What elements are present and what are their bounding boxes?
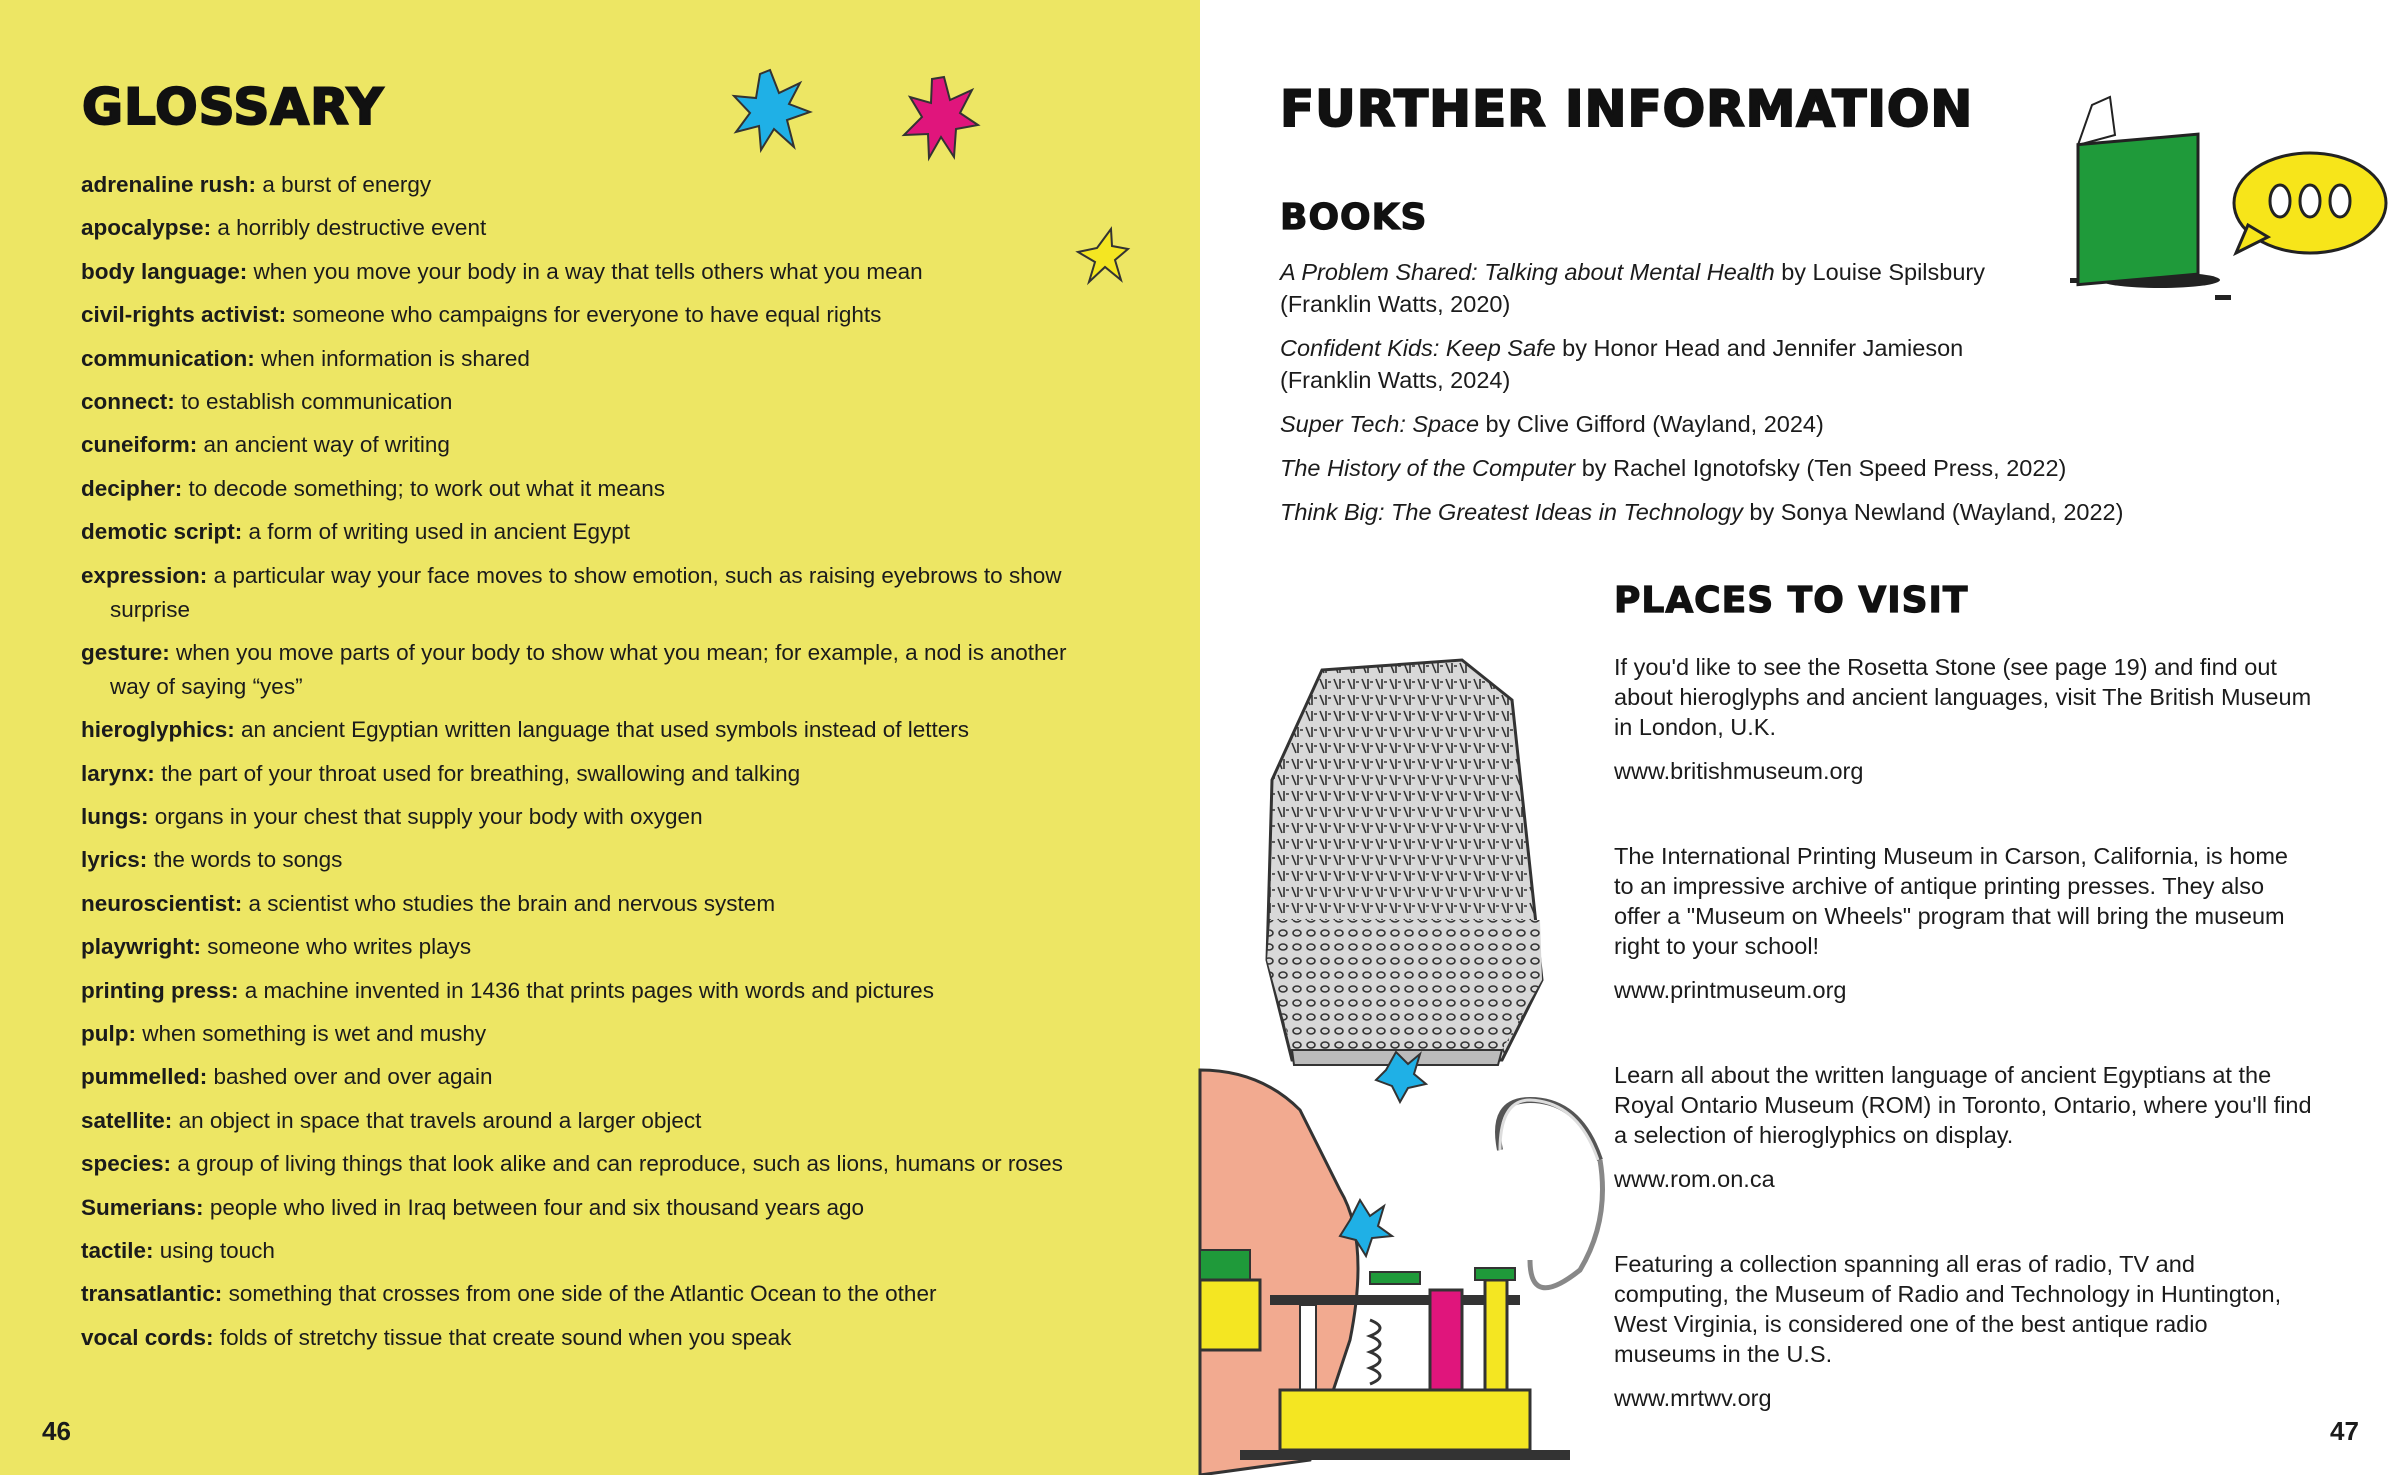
blue-star-icon	[728, 68, 812, 152]
place-url[interactable]: www.britishmuseum.org	[1614, 758, 1864, 784]
glossary-definition: when information is shared	[261, 345, 530, 371]
glossary-definition: folds of stretchy tissue that create sound when you speak	[219, 1324, 792, 1350]
book-entry	[1280, 408, 2180, 440]
glossary-entry	[81, 800, 1081, 834]
glossary-term: tactile:	[81, 1237, 154, 1263]
places-heading: PLACES TO VISIT	[1614, 580, 1969, 621]
book-title: The History of the Computer	[1280, 455, 1576, 481]
glossary-definition: a horribly destructive event	[217, 215, 487, 241]
book-title: Think Big: The Greatest Ideas in Technology	[1280, 499, 1743, 525]
glossary-term: neuroscientist:	[81, 890, 243, 916]
glossary-term: body language:	[81, 258, 248, 284]
place-description: If you'd like to see the Rosetta Stone (see page 19) and find out about hieroglyphs and ancient languages, visit The British Museum in London, U.K.	[1614, 654, 2312, 740]
glossary-term: gesture:	[81, 639, 170, 665]
glossary-term: playwright:	[81, 934, 202, 960]
page-number-left: 46	[42, 1416, 71, 1446]
glossary-entry	[81, 1191, 1081, 1225]
place-entry	[1614, 841, 2314, 1005]
glossary-definition: a particular way your face moves to show emotion, such as raising eyebrows to show surprise	[110, 562, 1062, 622]
glossary-entry	[81, 843, 1081, 877]
glossary-entry	[81, 974, 1081, 1008]
glossary-definition: the words to songs	[153, 847, 343, 873]
glossary-definition: a machine invented in 1436 that prints pages with words and pictures	[244, 977, 934, 1003]
glossary-entry	[81, 1017, 1081, 1051]
glossary-term: lyrics:	[81, 847, 148, 873]
glossary-entry	[81, 515, 1081, 549]
glossary-entry	[81, 428, 1081, 462]
place-url[interactable]: www.mrtwv.org	[1614, 1385, 1772, 1411]
glossary-definition: when you move your body in a way that tells others what you mean	[253, 258, 923, 284]
books-heading: BOOKS	[1280, 197, 1428, 238]
glossary-definition: to establish communication	[181, 388, 453, 414]
glossary-term: adrenaline rush:	[81, 172, 257, 197]
glossary-definition: someone who writes plays	[207, 934, 472, 960]
glossary-definition: to decode something; to work out what it means	[188, 475, 666, 501]
glossary-entry	[81, 636, 1081, 704]
glossary-term: Sumerians:	[81, 1194, 204, 1220]
glossary-term: species:	[81, 1151, 172, 1177]
glossary-entry	[81, 1060, 1081, 1094]
glossary-entry	[81, 1321, 1081, 1355]
place-entry	[1614, 1060, 2314, 1194]
place-url[interactable]: www.printmuseum.org	[1614, 977, 1847, 1003]
glossary-term: transatlantic:	[81, 1281, 223, 1307]
glossary-definition: people who lived in Iraq between four and six thousand years ago	[209, 1194, 864, 1220]
glossary-entry	[81, 1234, 1081, 1268]
glossary-entry	[81, 887, 1081, 921]
place-url[interactable]: www.rom.on.ca	[1614, 1166, 1775, 1192]
place-entry	[1614, 1249, 2314, 1413]
glossary-term: communication:	[81, 345, 255, 371]
book-speech-bubble-illustration	[2040, 95, 2380, 315]
book-title: A Problem Shared: Talking about Mental Health	[1280, 259, 1775, 285]
places-list	[1614, 652, 2314, 1468]
pink-star-icon	[898, 74, 982, 160]
glossary-definition: the part of your throat used for breathing, swallowing and talking	[161, 760, 801, 786]
glossary-term: expression:	[81, 562, 208, 588]
place-entry	[1614, 652, 2314, 786]
glossary-term: apocalypse:	[81, 215, 212, 241]
glossary-definition: a group of living things that look alike and can reproduce, such as lions, humans or roses	[177, 1151, 1063, 1177]
glossary-term: demotic script:	[81, 519, 243, 545]
glossary-entry	[81, 1147, 1081, 1181]
glossary-entry	[81, 255, 1081, 289]
glossary-entry	[81, 342, 1081, 376]
glossary-definition: when something is wet and mushy	[142, 1021, 487, 1047]
book-author-publisher: by Honor Head and Jennifer Jamieson	[1555, 335, 1964, 361]
glossary-entry	[81, 385, 1081, 419]
glossary-definition: an ancient Egyptian written language that used symbols instead of letters	[241, 717, 969, 743]
book-entry	[1280, 332, 2180, 396]
glossary-entry	[81, 559, 1081, 627]
glossary-definition: someone who campaigns for everyone to have equal rights	[292, 302, 882, 328]
glossary-definition: a burst of energy	[262, 172, 432, 197]
glossary-entry	[81, 168, 1081, 202]
book-author-publisher: by Sonya Newland (Wayland, 2022)	[1742, 499, 2124, 525]
glossary-definition: bashed over and over again	[213, 1064, 493, 1090]
telegraph-illustration	[1200, 1040, 1620, 1475]
page-number-right: 47	[2330, 1416, 2359, 1446]
glossary-list	[81, 168, 1081, 1364]
glossary-entry	[81, 1277, 1081, 1311]
glossary-definition: something that crosses from one side of the Atlantic Ocean to the other	[228, 1281, 937, 1307]
place-description: The International Printing Museum in Carson, California, is home to an impressive archive of antique printing presses. They also offer a "Museum on Wheels" program that will bring the museum right to your school!	[1614, 843, 2288, 959]
glossary-term: connect:	[81, 388, 175, 414]
book-title: Confident Kids: Keep Safe	[1280, 335, 1556, 361]
glossary-term: pulp:	[81, 1021, 136, 1047]
glossary-term: lungs:	[81, 804, 149, 830]
book-publisher: (Franklin Watts, 2024)	[1280, 367, 1511, 393]
glossary-term: hieroglyphics:	[81, 717, 235, 743]
glossary-entry	[81, 472, 1081, 506]
glossary-term: civil-rights activist:	[81, 302, 287, 328]
glossary-definition: organs in your chest that supply your body with oxygen	[154, 804, 703, 830]
glossary-entry	[81, 757, 1081, 791]
glossary-entry	[81, 211, 1081, 245]
further-information-title: FURTHER INFORMATION	[1280, 80, 1974, 138]
place-description: Featuring a collection spanning all eras of radio, TV and computing, the Museum of Radio and Technology in Huntington, West Virginia, is considered one of the best antique radio museums in the U.S.	[1614, 1251, 2282, 1367]
book-entry	[1280, 452, 2180, 484]
glossary-definition: a form of writing used in ancient Egypt	[248, 519, 630, 545]
book-publisher: (Franklin Watts, 2020)	[1280, 291, 1511, 317]
glossary-term: cuneiform:	[81, 432, 198, 458]
glossary-term: larynx:	[81, 760, 155, 786]
glossary-title: GLOSSARY	[82, 78, 385, 136]
glossary-definition: when you move parts of your body to show what you mean; for example, a nod is another way of saying “yes”	[110, 639, 1067, 699]
glossary-entry	[81, 298, 1081, 332]
glossary-entry	[81, 1104, 1081, 1138]
yellow-star-icon	[1076, 228, 1130, 284]
glossary-term: vocal cords:	[81, 1324, 214, 1350]
book-entry	[1280, 496, 2180, 528]
glossary-term: decipher:	[81, 475, 183, 501]
glossary-definition: using touch	[159, 1237, 275, 1263]
glossary-term: satellite:	[81, 1107, 173, 1133]
book-author-publisher: by Louise Spilsbury	[1774, 259, 1985, 285]
glossary-term: pummelled:	[81, 1064, 208, 1090]
glossary-term: printing press:	[81, 977, 239, 1003]
book-title: Super Tech: Space	[1280, 411, 1480, 437]
place-description: Learn all about the written language of ancient Egyptians at the Royal Ontario Museum (ROM) in Toronto, Ontario, where you'll find a selection of hieroglyphics on display.	[1614, 1062, 2312, 1148]
glossary-entry	[81, 713, 1081, 747]
glossary-definition: an ancient way of writing	[203, 432, 450, 458]
book-author-publisher: by Clive Gifford (Wayland, 2024)	[1479, 411, 1824, 437]
glossary-definition: a scientist who studies the brain and nervous system	[248, 890, 776, 916]
glossary-definition: an object in space that travels around a larger object	[178, 1107, 702, 1133]
glossary-entry	[81, 930, 1081, 964]
book-author-publisher: by Rachel Ignotofsky (Ten Speed Press, 2022)	[1575, 455, 2067, 481]
rosetta-stone-illustration	[1262, 660, 1562, 1070]
